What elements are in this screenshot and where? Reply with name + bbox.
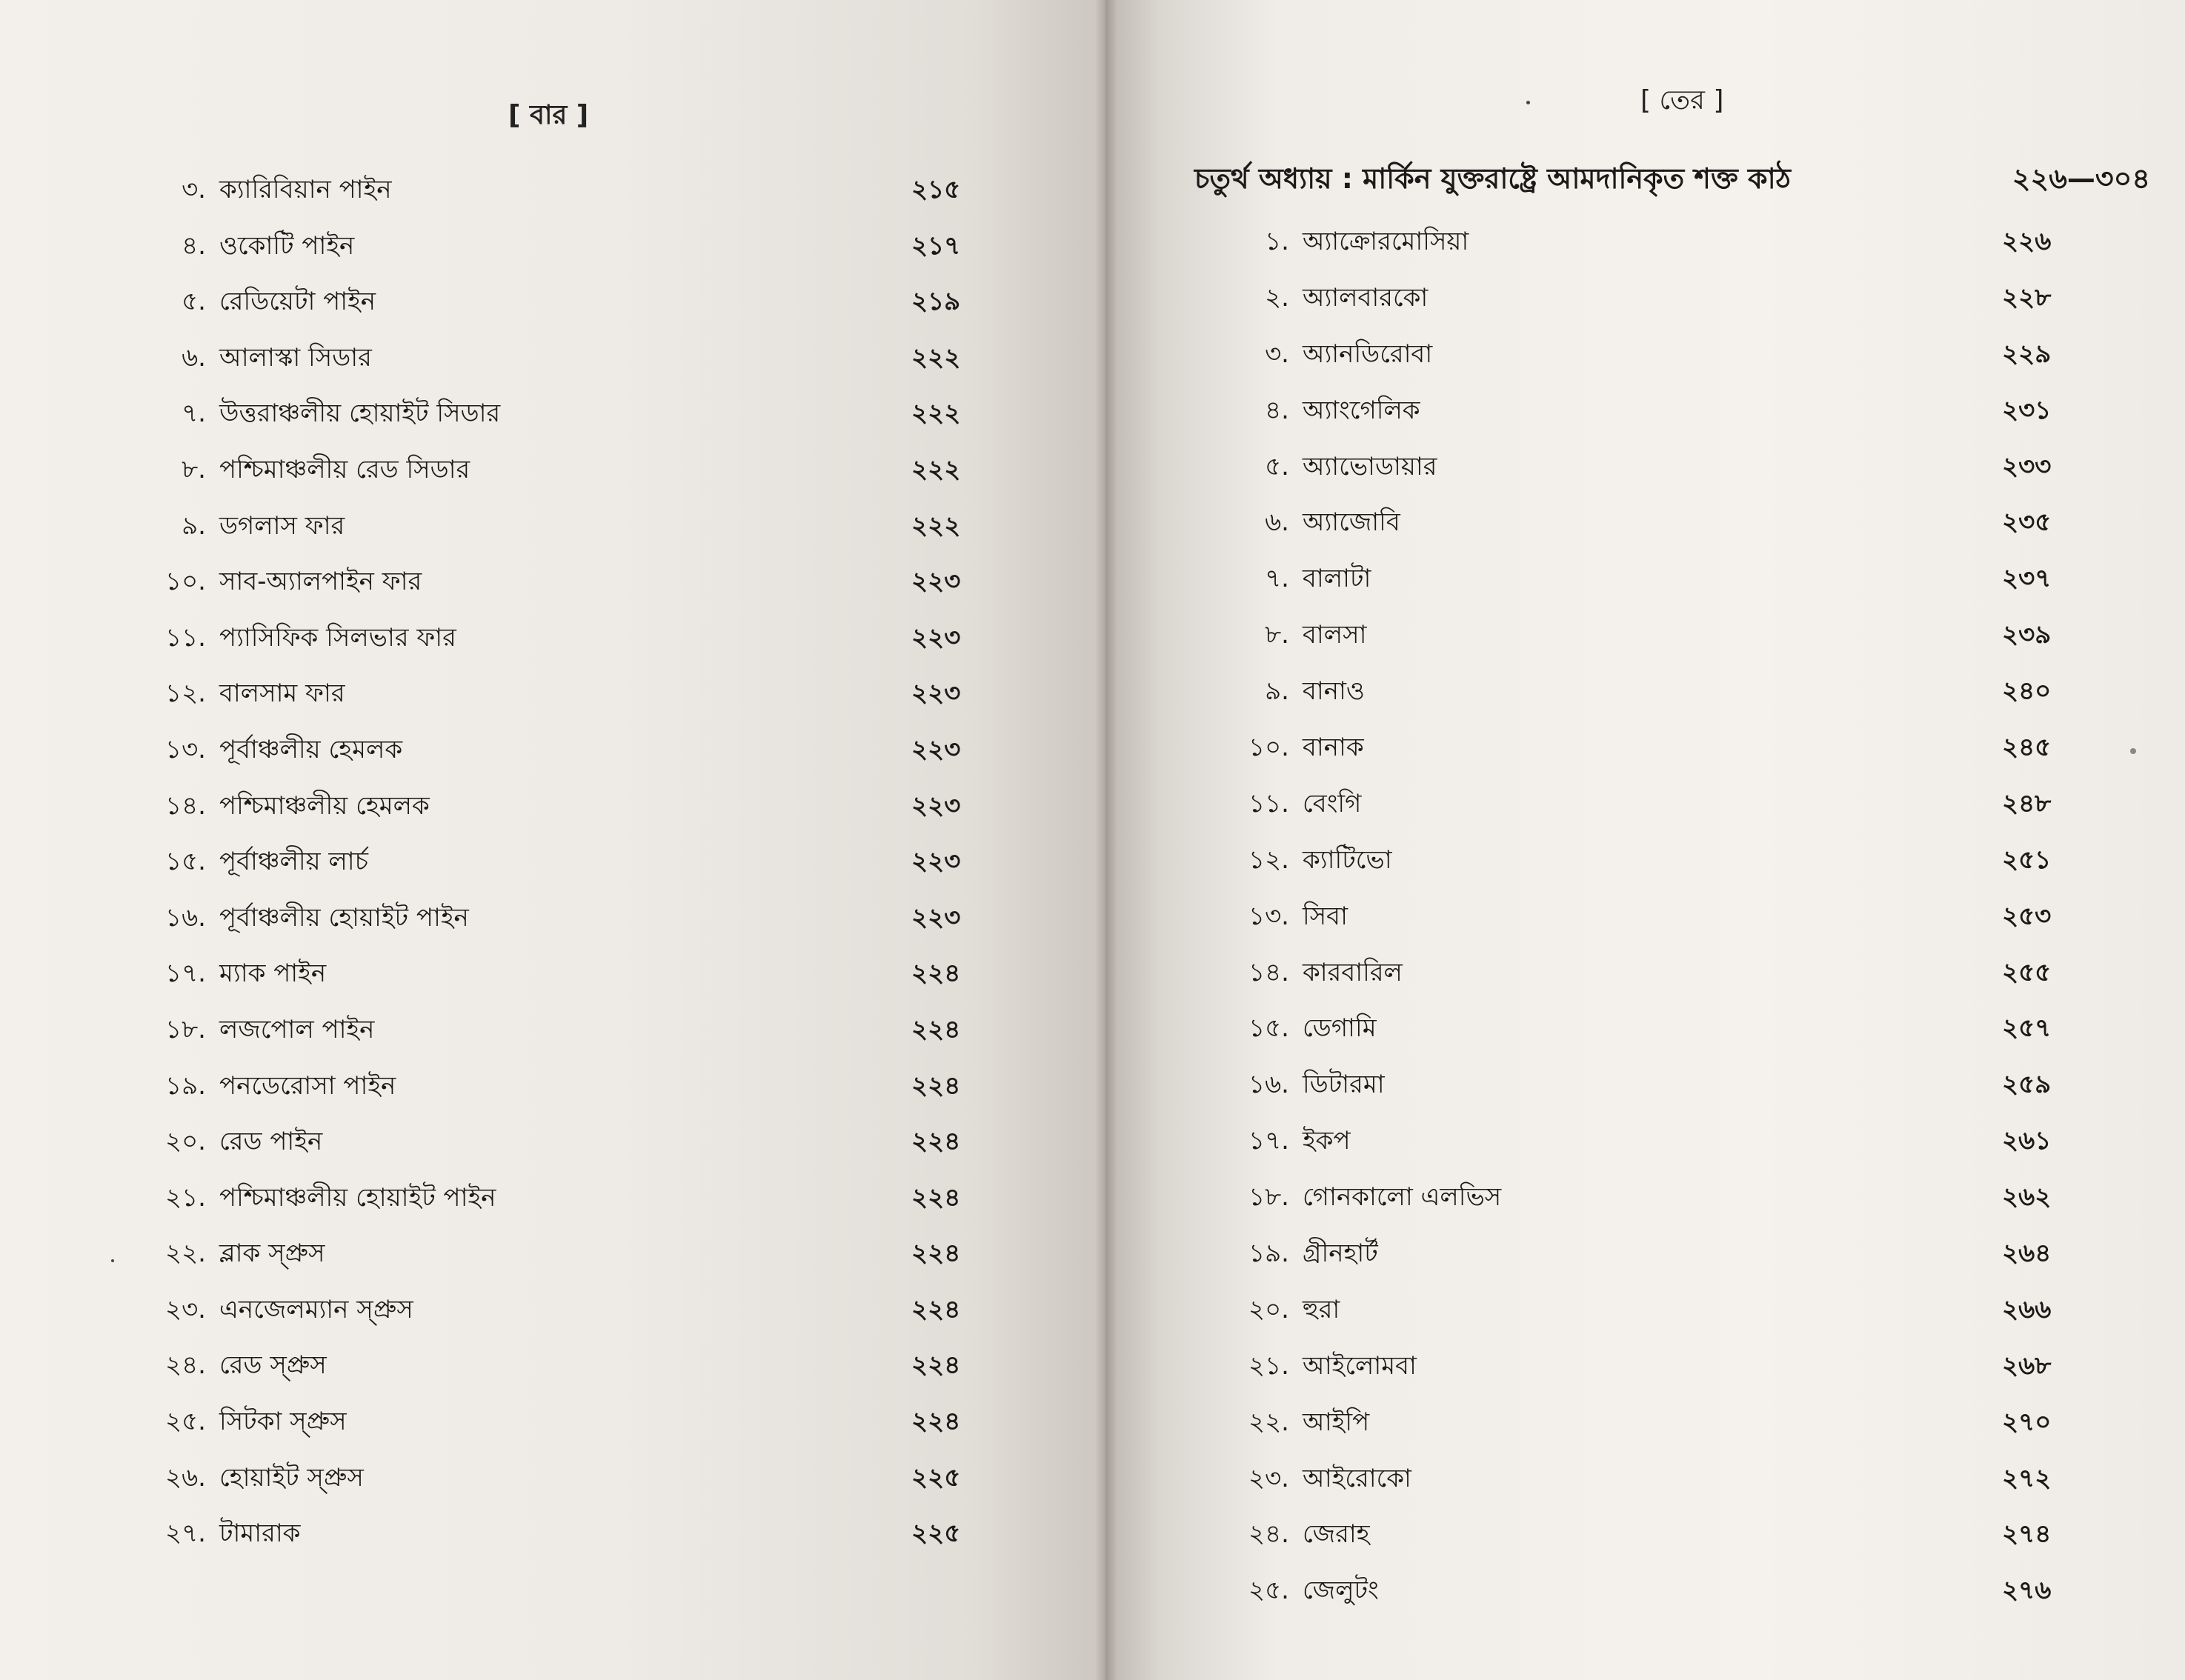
entry-title: কারবারিল bbox=[1303, 957, 1403, 987]
entry-number: ১৭. bbox=[1248, 1126, 1289, 1156]
entry-number: ১৮. bbox=[165, 1014, 206, 1044]
entry-number: ৪. bbox=[182, 230, 206, 261]
entry-number: ১০. bbox=[165, 567, 206, 597]
chapter-heading bbox=[1194, 157, 2150, 199]
entry-title: গোনকালো এলভিস bbox=[1303, 1182, 1502, 1213]
entry-number: ২৭. bbox=[164, 1519, 206, 1549]
entry-title: বালসা bbox=[1303, 620, 1367, 650]
entry-page: ২২৪ bbox=[911, 1350, 961, 1381]
entry-title: বানাক bbox=[1303, 733, 1364, 763]
toc-entry bbox=[1224, 1065, 2054, 1121]
entry-page: ২২৪ bbox=[911, 1294, 961, 1324]
entry-page: ২২৩ bbox=[911, 847, 961, 877]
toc-entry bbox=[1224, 559, 2054, 616]
toc-entry bbox=[141, 954, 971, 1010]
entry-number: ২৫. bbox=[165, 1407, 206, 1437]
toc-entry bbox=[141, 1514, 971, 1570]
toc-entry bbox=[141, 674, 971, 730]
entry-page: ২২৪ bbox=[911, 959, 961, 989]
entry-title: এনজেলম্যান স্প্রুস bbox=[219, 1294, 413, 1324]
toc-entry bbox=[1224, 616, 2054, 672]
entry-number: ৮. bbox=[182, 454, 206, 484]
entry-title: টামারাক bbox=[219, 1519, 301, 1549]
right-page bbox=[1105, 0, 2185, 1680]
entry-page: ২২২ bbox=[911, 454, 961, 484]
entry-page: ২২৪ bbox=[911, 1127, 961, 1157]
entry-number: ৮. bbox=[1265, 620, 1289, 650]
entry-page: ২২৩ bbox=[911, 902, 961, 933]
entry-number: ১৪. bbox=[1248, 957, 1289, 987]
entry-title: ডিটারমা bbox=[1303, 1070, 1385, 1100]
entry-title: অ্যালবারকো bbox=[1303, 282, 1429, 313]
page-number: [ বার ] bbox=[508, 100, 589, 130]
entry-title: জেরাহ bbox=[1303, 1519, 1370, 1550]
toc-list bbox=[1224, 222, 2054, 1627]
entry-page: ২৩৩ bbox=[2002, 451, 2052, 481]
entry-page: ২৩৫ bbox=[2002, 507, 2052, 538]
entry-number: ২৬. bbox=[164, 1462, 206, 1493]
entry-number: ১৩. bbox=[165, 734, 206, 764]
toc-entry bbox=[1224, 841, 2054, 897]
toc-list bbox=[141, 170, 971, 1570]
entry-page: ২৩৭ bbox=[2002, 564, 2052, 594]
toc-entry bbox=[141, 1290, 971, 1347]
entry-title: অ্যাভোডায়ার bbox=[1303, 451, 1437, 481]
entry-page: ২৫৫ bbox=[2002, 957, 2052, 987]
entry-number: ১৬. bbox=[165, 902, 206, 933]
entry-number: ১৪. bbox=[165, 790, 206, 821]
toc-entry bbox=[1224, 1515, 2054, 1571]
paper-speck bbox=[2130, 748, 2136, 754]
entry-title: ক্যাটিভো bbox=[1303, 844, 1392, 875]
book-gutter bbox=[1095, 0, 1117, 1680]
toc-entry bbox=[1224, 897, 2054, 953]
entry-title: অ্যাংগেলিক bbox=[1303, 395, 1420, 425]
entry-title: আইপি bbox=[1303, 1407, 1370, 1437]
toc-entry bbox=[141, 394, 971, 450]
entry-number: ২৫. bbox=[1248, 1576, 1289, 1606]
toc-entry bbox=[1224, 335, 2054, 391]
entry-number: ২১. bbox=[165, 1182, 206, 1213]
toc-entry bbox=[141, 1010, 971, 1067]
entry-page: ২৬২ bbox=[2002, 1182, 2052, 1213]
entry-number: ২৩. bbox=[1248, 1463, 1289, 1493]
entry-page: ২৬৬ bbox=[2002, 1294, 2052, 1324]
entry-number: ৪. bbox=[1265, 395, 1289, 425]
toc-entry bbox=[141, 787, 971, 843]
entry-page: ২২৮ bbox=[2002, 282, 2052, 313]
toc-entry bbox=[141, 1179, 971, 1235]
entry-page: ২২৪ bbox=[911, 1239, 961, 1269]
entry-title: বানাও bbox=[1303, 676, 1365, 707]
entry-page: ২৫৭ bbox=[2002, 1013, 2052, 1044]
entry-page: ২৭০ bbox=[2002, 1407, 2052, 1437]
entry-page: ২১৭ bbox=[911, 230, 961, 261]
entry-title: লজপোল পাইন bbox=[219, 1014, 375, 1044]
entry-number: ২২. bbox=[1248, 1407, 1289, 1437]
entry-number: ৯. bbox=[182, 510, 206, 541]
chapter-page-range: ২২৬—৩০৪ bbox=[2012, 162, 2150, 195]
entry-number: ৭. bbox=[182, 399, 206, 429]
entry-number: ১৮. bbox=[1248, 1182, 1289, 1213]
entry-number: ১৫. bbox=[165, 847, 206, 877]
entry-title: ডেগামি bbox=[1303, 1013, 1377, 1044]
entry-number: ৩. bbox=[1265, 339, 1289, 369]
toc-entry bbox=[141, 730, 971, 787]
entry-title: অ্যাজোবি bbox=[1303, 507, 1400, 538]
entry-title: ইকপ bbox=[1303, 1126, 1351, 1156]
toc-entry bbox=[1224, 728, 2054, 784]
entry-page: ২২৩ bbox=[911, 567, 961, 597]
entry-title: ম্যাক পাইন bbox=[219, 959, 327, 989]
entry-page: ২২৩ bbox=[911, 679, 961, 709]
entry-title: অ্যানডিরোবা bbox=[1303, 339, 1433, 369]
entry-title: রেড স্প্রুস bbox=[219, 1350, 327, 1381]
entry-page: ২৪০ bbox=[2002, 676, 2052, 707]
entry-number: ৬. bbox=[1265, 507, 1289, 538]
entry-number: ৫. bbox=[182, 287, 206, 317]
entry-page: ২৩১ bbox=[2002, 395, 2052, 425]
entry-number: ৫. bbox=[1265, 451, 1289, 481]
entry-title: হুরা bbox=[1303, 1294, 1340, 1324]
entry-page: ২২৯ bbox=[2002, 339, 2052, 369]
entry-page: ২১৫ bbox=[911, 175, 961, 204]
chapter-title: চতুর্থ অধ্যায় : মার্কিন যুক্তরাষ্ট্রে আমদানিকৃত শক্ত কাঠ bbox=[1194, 162, 1791, 195]
toc-entry bbox=[141, 1402, 971, 1459]
toc-entry bbox=[1224, 503, 2054, 559]
toc-entry bbox=[141, 170, 971, 227]
entry-title: বালসাম ফার bbox=[219, 679, 345, 709]
entry-page: ২২৪ bbox=[911, 1014, 961, 1044]
toc-entry bbox=[1224, 1403, 2054, 1459]
entry-page: ২৪৮ bbox=[2002, 788, 2052, 819]
entry-page: ২৫৩ bbox=[2002, 901, 2052, 931]
entry-page: ২২৩ bbox=[911, 734, 961, 764]
entry-page: ২২৪ bbox=[911, 1070, 961, 1101]
entry-title: পূর্বাঞ্চলীয় লার্চ bbox=[219, 847, 369, 877]
entry-title: আইরোকো bbox=[1303, 1463, 1411, 1493]
entry-page: ২১৯ bbox=[911, 287, 961, 317]
toc-entry bbox=[1224, 1009, 2054, 1065]
toc-entry bbox=[141, 899, 971, 955]
entry-title: প্যাসিফিক সিলভার ফার bbox=[219, 622, 456, 653]
entry-number: ২০. bbox=[164, 1127, 206, 1157]
entry-title: আইলোমবা bbox=[1303, 1350, 1417, 1381]
entry-number: ২২. bbox=[164, 1239, 206, 1269]
toc-entry bbox=[1224, 1459, 2054, 1516]
entry-title: অ্যাক্রোরমোসিয়া bbox=[1303, 227, 1469, 256]
entry-page: ২২৪ bbox=[911, 1182, 961, 1213]
entry-number: ১৩. bbox=[1248, 901, 1289, 931]
entry-page: ২৭২ bbox=[2002, 1463, 2052, 1493]
entry-number: ১৬. bbox=[1248, 1070, 1289, 1100]
entry-title: পশ্চিমাঞ্চলীয় হোয়াইট পাইন bbox=[219, 1182, 496, 1213]
entry-title: আলাস্কা সিডার bbox=[219, 342, 372, 373]
entry-title: বেংগি bbox=[1303, 788, 1362, 819]
entry-number: ১০. bbox=[1248, 733, 1289, 763]
entry-page: ২৫১ bbox=[2002, 844, 2052, 875]
entry-number: ১২. bbox=[1248, 844, 1289, 875]
entry-page: ২২৩ bbox=[911, 790, 961, 821]
entry-page: ২৭৪ bbox=[2002, 1519, 2052, 1550]
entry-title: ক্যারিবিয়ান পাইন bbox=[219, 175, 392, 204]
entry-title: ডগলাস ফার bbox=[219, 510, 345, 541]
entry-number: ২৪. bbox=[1248, 1519, 1289, 1550]
entry-page: ২৪৫ bbox=[2002, 733, 2052, 763]
entry-page: ২৬৪ bbox=[2002, 1239, 2052, 1269]
paper-speck bbox=[1526, 101, 1530, 104]
entry-page: ২২৫ bbox=[911, 1462, 961, 1493]
toc-entry bbox=[1224, 1290, 2054, 1347]
toc-entry bbox=[1224, 1121, 2054, 1178]
toc-entry bbox=[1224, 672, 2054, 728]
entry-page: ২২৬ bbox=[2002, 227, 2052, 256]
entry-number: ৩. bbox=[182, 175, 206, 204]
toc-entry bbox=[1224, 1178, 2054, 1234]
toc-entry bbox=[141, 562, 971, 619]
entry-number: ৭. bbox=[1265, 564, 1289, 594]
entry-title: বালাটা bbox=[1303, 564, 1371, 594]
toc-entry bbox=[141, 339, 971, 395]
entry-title: পশ্চিমাঞ্চলীয় হেমলক bbox=[219, 790, 430, 821]
entry-number: ২. bbox=[1265, 282, 1289, 313]
toc-entry bbox=[1224, 784, 2054, 841]
entry-title: সিবা bbox=[1303, 901, 1348, 931]
entry-title: রেড পাইন bbox=[219, 1127, 323, 1157]
toc-entry bbox=[141, 842, 971, 899]
toc-entry bbox=[141, 282, 971, 339]
toc-entry bbox=[141, 619, 971, 675]
toc-entry bbox=[141, 1067, 971, 1123]
entry-page: ২২২ bbox=[911, 510, 961, 541]
entry-number: ২১. bbox=[1248, 1350, 1289, 1381]
entry-page: ২৬১ bbox=[2002, 1126, 2052, 1156]
toc-entry bbox=[141, 1346, 971, 1402]
entry-title: সিটকা স্প্রুস bbox=[219, 1407, 347, 1437]
entry-title: পূর্বাঞ্চলীয় হেমলক bbox=[219, 734, 403, 764]
toc-entry bbox=[1224, 391, 2054, 447]
toc-entry bbox=[141, 227, 971, 283]
entry-title: পশ্চিমাঞ্চলীয় রেড সিডার bbox=[219, 454, 470, 484]
paper-speck bbox=[111, 1259, 114, 1262]
page-number: [ তের ] bbox=[1640, 85, 1724, 116]
toc-entry bbox=[1224, 1347, 2054, 1403]
entry-page: ২৭৬ bbox=[2002, 1576, 2052, 1606]
entry-number: ১১. bbox=[1248, 788, 1289, 819]
entry-title: পনডেরোসা পাইন bbox=[219, 1070, 396, 1101]
entry-title: সাব-অ্যালপাইন ফার bbox=[219, 567, 422, 597]
entry-title: ব্লাক স্প্রুস bbox=[219, 1239, 325, 1269]
entry-title: পূর্বাঞ্চলীয় হোয়াইট পাইন bbox=[219, 902, 469, 933]
entry-number: ১. bbox=[1265, 227, 1289, 256]
entry-page: ২৬৮ bbox=[2002, 1350, 2052, 1381]
toc-entry bbox=[1224, 447, 2054, 504]
entry-number: ২৪. bbox=[165, 1350, 206, 1381]
toc-entry bbox=[141, 1459, 971, 1515]
entry-number: ১১. bbox=[165, 622, 206, 653]
toc-entry bbox=[1224, 1234, 2054, 1290]
entry-number: ২০. bbox=[1248, 1294, 1289, 1324]
entry-number: ১২. bbox=[165, 679, 206, 709]
toc-entry bbox=[141, 1122, 971, 1179]
toc-entry bbox=[141, 1234, 971, 1290]
entry-page: ২২৩ bbox=[911, 622, 961, 653]
entry-title: উত্তরাঞ্চলীয় হোয়াইট সিডার bbox=[219, 399, 501, 429]
entry-number: ১৯. bbox=[165, 1070, 206, 1101]
toc-entry bbox=[1224, 1571, 2054, 1627]
entry-page: ২২২ bbox=[911, 342, 961, 373]
entry-page: ২২৫ bbox=[911, 1519, 961, 1549]
entry-page: ২২৪ bbox=[911, 1407, 961, 1437]
toc-entry bbox=[141, 450, 971, 507]
toc-entry bbox=[1224, 222, 2054, 279]
entry-number: ২৩. bbox=[164, 1294, 206, 1324]
entry-number: ১৯. bbox=[1248, 1239, 1289, 1269]
toc-entry bbox=[141, 507, 971, 563]
entry-title: গ্রীনহার্ট bbox=[1303, 1239, 1378, 1269]
entry-title: জেলুটং bbox=[1303, 1576, 1379, 1606]
entry-page: ২২২ bbox=[911, 399, 961, 429]
toc-entry bbox=[1224, 279, 2054, 335]
entry-page: ২৩৯ bbox=[2002, 620, 2052, 650]
toc-entry bbox=[1224, 953, 2054, 1010]
entry-number: ১৫. bbox=[1248, 1013, 1289, 1044]
entry-title: ওকোটি পাইন bbox=[219, 230, 355, 261]
entry-number: ৯. bbox=[1265, 676, 1289, 707]
entry-title: হোয়াইট স্প্রুস bbox=[219, 1462, 364, 1493]
entry-number: ৬. bbox=[182, 342, 206, 373]
entry-number: ১৭. bbox=[165, 959, 206, 989]
entry-title: রেডিয়েটা পাইন bbox=[219, 287, 376, 317]
entry-page: ২৫৯ bbox=[2002, 1070, 2052, 1100]
